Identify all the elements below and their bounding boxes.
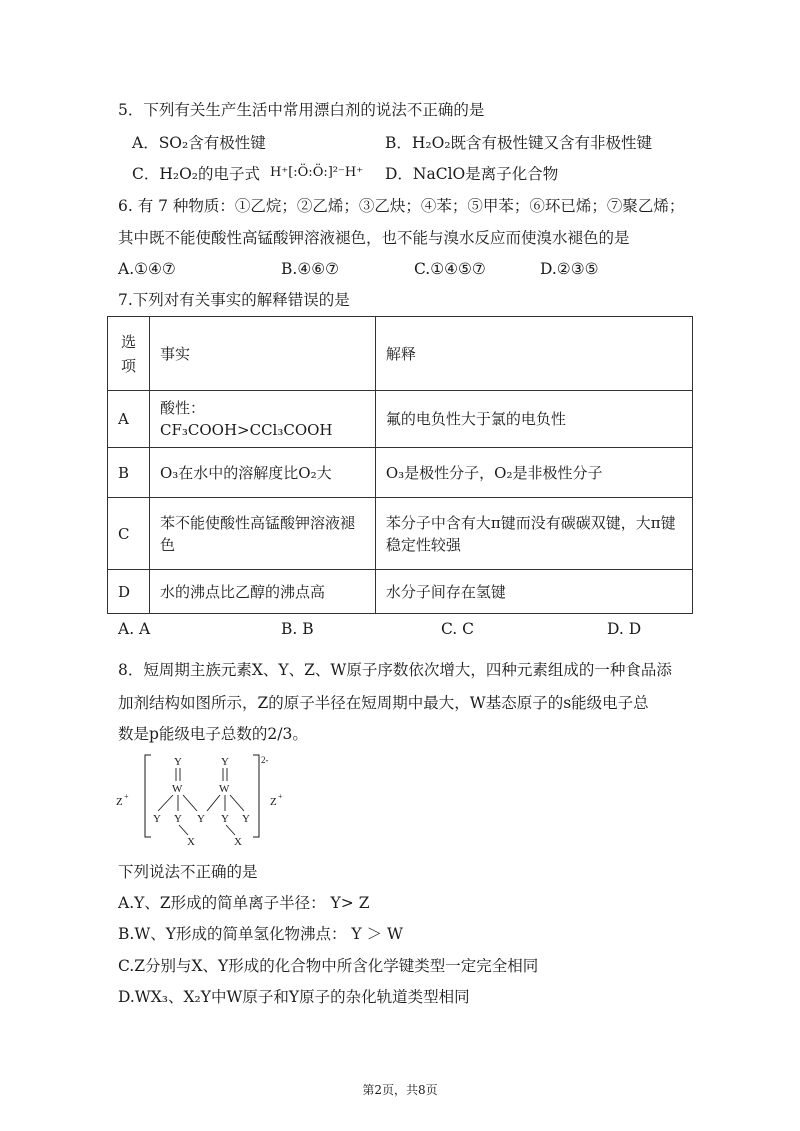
counter-ion-right-charge: + (278, 792, 283, 801)
q6-option-d: D.②③⑤ (540, 260, 599, 278)
q6-stem-line2: 其中既不能使酸性高锰酸钾溶液褪色，也不能与溴水反应而使溴水褪色的是 (118, 229, 630, 247)
atom-x: X (234, 836, 242, 848)
q8-stem-line3: 数是p能级电子总数的2/3。 (118, 725, 308, 743)
row-explain: 苯分子中含有大π键而没有碳碳双键，大π键稳定性较强 (375, 498, 692, 570)
atom-y-top-2: Y (221, 756, 229, 768)
table-row (108, 498, 693, 570)
counter-ion-right: Z (270, 796, 277, 808)
q8-option-d: D.WX₃、X₂Y中W原子和Y原子的杂化轨道类型相同 (118, 988, 470, 1006)
q8-prompt: 下列说法不正确的是 (118, 863, 258, 881)
q7-table (107, 316, 693, 614)
row-option: C (108, 498, 150, 570)
q6-option-b: B.④⑥⑦ (281, 260, 340, 278)
atom-w-2: W (219, 783, 230, 795)
bracket-left (145, 755, 151, 837)
row-fact: 水的沸点比乙醇的沸点高 (149, 570, 375, 614)
table-header-row (108, 317, 693, 391)
q5-option-b: B．H₂O₂既含有极性键又含有非极性键 (385, 134, 653, 152)
q8-option-a: A.Y、Z形成的简单离子半径： Y> Z (118, 894, 370, 912)
row-fact: 酸性：CF₃COOH>CCl₃COOH (149, 391, 375, 448)
table-row (108, 391, 693, 448)
atom-y: Y (221, 813, 229, 825)
q7-option-c: C. C (441, 620, 475, 638)
bond (179, 825, 188, 835)
q6-option-c: C.①④⑤⑦ (414, 260, 486, 278)
q7-option-d: D. D (607, 620, 642, 638)
q5-option-a: A．SO₂含有极性键 (132, 134, 266, 152)
bond (226, 825, 235, 835)
row-explain: 氟的电负性大于氯的电负性 (375, 391, 692, 448)
bond (183, 795, 197, 811)
bond (230, 795, 244, 811)
row-fact: 苯不能使酸性高锰酸钾溶液褪色 (149, 498, 375, 570)
q8-stem-line2: 加剂结构如图所示，Z的原子半径在短周期中最大，W基态原子的s能级电子总 (118, 694, 649, 712)
q6-option-a: A.①④⑦ (118, 260, 176, 278)
table-row (108, 448, 693, 498)
table-row (108, 570, 693, 614)
q8-option-b: B.W、Y形成的简单氢化物沸点： Y ＞ W (118, 925, 403, 943)
bond (158, 795, 173, 811)
q8-stem-line1: 8．短周期主族元素X、Y、Z、W原子序数依次增大，四种元素组成的一种食品添 (118, 661, 672, 679)
row-option: A (108, 391, 150, 448)
header-explain: 解释 (375, 317, 692, 391)
anion-charge: 2- (261, 755, 269, 765)
row-explain: 水分子间存在氢键 (375, 570, 692, 614)
q8-option-c: C.Z分别与X、Y形成的化合物中所含化学键类型一定完全相同 (118, 957, 539, 975)
page-footer: 第2页，共8页 (362, 1083, 438, 1097)
atom-x: X (187, 836, 195, 848)
row-option: D (108, 570, 150, 614)
q6-stem-line1: 6. 有 7 种物质：①乙烷；②乙烯；③乙炔；④苯；⑤甲苯；⑥环已烯；⑦聚乙烯； (118, 197, 685, 215)
header-option-text: 选项 (120, 332, 136, 375)
q5-option-d: D．NaClO是离子化合物 (385, 165, 559, 183)
atom-y: Y (153, 813, 161, 825)
row-explain: O₃是极性分子，O₂是非极性分子 (375, 448, 692, 498)
header-fact: 事实 (149, 317, 375, 391)
atom-w-1: W (172, 783, 183, 795)
atom-y-bridge: Y (197, 813, 205, 825)
header-option (108, 317, 150, 391)
atom-y-top-1: Y (174, 756, 182, 768)
q7-option-a: A. A (118, 620, 151, 638)
q5-stem: 5．下列有关生产生活中常用漂白剂的说法不正确的是 (118, 101, 485, 119)
counter-ion-left-charge: + (124, 792, 129, 801)
row-option: B (108, 448, 150, 498)
q5-option-c-electron-formula: H⁺[:Ö:Ö:]²⁻H⁺ (270, 165, 364, 180)
bond (207, 795, 220, 811)
row-fact: O₃在水中的溶解度比O₂大 (149, 448, 375, 498)
atom-y: Y (174, 813, 182, 825)
counter-ion-left: Z (116, 796, 123, 808)
q7-stem: 7.下列对有关事实的解释错误的是 (118, 291, 350, 309)
q7-option-b: B. B (281, 620, 314, 638)
q8-structure-diagram (113, 753, 303, 849)
bracket-right (253, 755, 259, 837)
q5-option-c: C．H₂O₂的电子式 (132, 165, 261, 183)
atom-y: Y (242, 813, 250, 825)
